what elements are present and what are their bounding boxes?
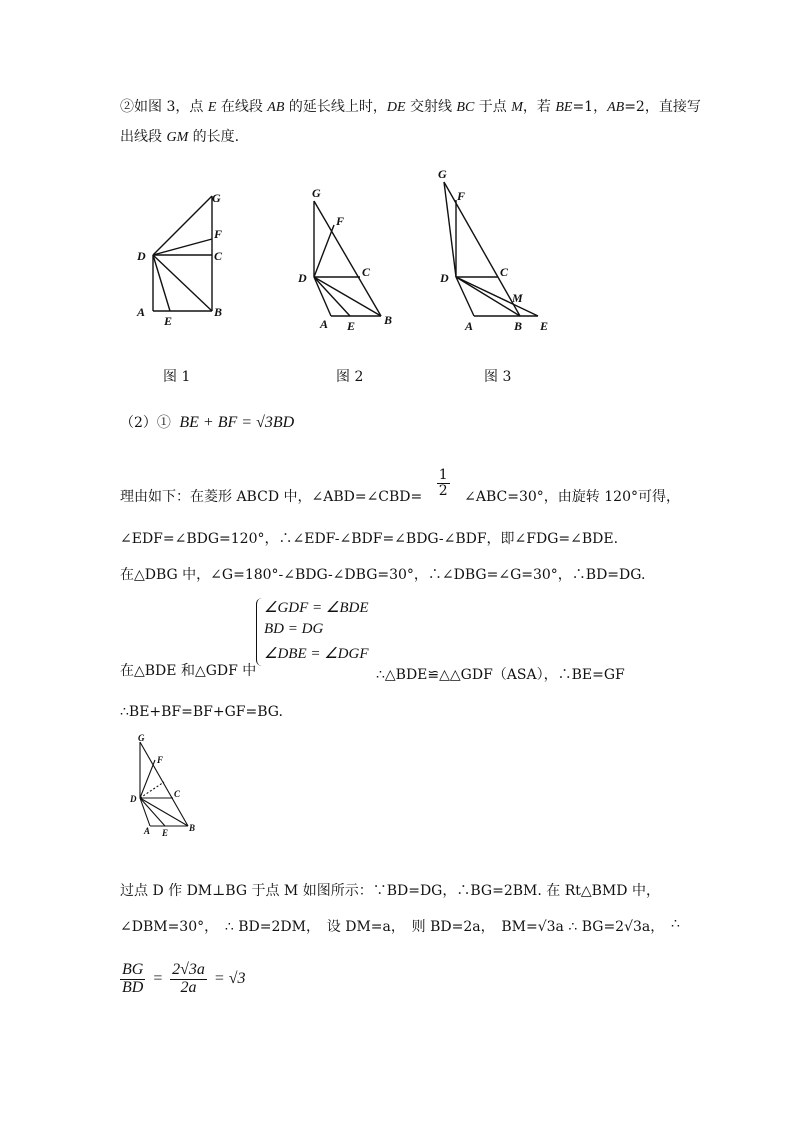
svg-text:G: G xyxy=(138,733,145,743)
caption-figure-1: 图 1 xyxy=(163,369,191,385)
fig2-label-B: B xyxy=(384,313,393,327)
fig2-label-D: D xyxy=(298,271,307,285)
condition-row-1: ∠GDF = ∠BDE xyxy=(264,600,369,616)
congruent-prefix: 在△BDE 和△GDF 中 xyxy=(120,663,257,679)
fraction-bg-bd: $\frac{BG}{BD}$ xyxy=(122,961,144,996)
answer-part-label: （2）① xyxy=(120,415,171,431)
fraction-2root3a-2a: $\frac{2√3a}{2a}$ xyxy=(172,961,205,996)
small-figure xyxy=(120,730,220,840)
svg-text:A: A xyxy=(144,826,151,836)
fig2-label-F: F xyxy=(336,214,345,228)
proof-line-1: 过点 D 作 DM⊥BG 于点 M 如图所示：∵BD=DG，∴BG=2BM. 在 Rt△BMD 中， xyxy=(120,883,660,899)
svg-text:C: C xyxy=(174,789,181,799)
condition-row-3: ∠DBE = ∠DGF xyxy=(264,646,369,662)
sum-line: ∴BE+BF=BF+GF=BG. xyxy=(120,704,283,720)
fig3-label-G: G xyxy=(438,167,447,181)
fig3-label-A: A xyxy=(465,319,474,333)
fig3-edge-DE xyxy=(456,277,538,316)
fig2-label-E: E xyxy=(347,319,356,333)
fig3-label-E: E xyxy=(540,319,549,333)
answer-part-line xyxy=(120,412,294,432)
fig3-label-C: C xyxy=(500,265,509,279)
one-half-fraction: $\frac{1}{2}$ xyxy=(438,467,448,499)
congruent-suffix: ∴△BDE≌△△GDF（ASA），∴BE=GF xyxy=(376,667,625,683)
left-brace xyxy=(256,598,263,666)
fig2-edge-DA xyxy=(314,277,331,316)
fig1-label-C: C xyxy=(214,249,223,263)
fig1-label-B: B xyxy=(214,305,223,319)
fig2-label-G: G xyxy=(312,186,321,200)
problem-line-1: ②如图 3，点 E 在线段 AB 的延长线上时，DE 交射线 BC 于点 M，若 BE=1，AB=2，直接写 xyxy=(120,99,701,115)
proof-line-2: ∠DBM=30°， ∴ BD=2DM， 设 DM=a， 则 BD=2a， BM=√3a ∴ BG=2√3a， ∴ xyxy=(120,916,680,935)
fig3-label-D: D xyxy=(440,271,449,285)
fig2-edge-DE xyxy=(314,277,350,316)
fig1-label-D: D xyxy=(137,249,146,263)
fig1-label-F: F xyxy=(214,227,223,241)
figure-2 xyxy=(314,201,381,316)
figures-svg xyxy=(0,160,800,350)
final-result: = √3 xyxy=(213,970,246,988)
figure-1 xyxy=(153,196,212,311)
fig2-label-A: A xyxy=(320,317,329,331)
circled-number: ② xyxy=(120,99,134,115)
svg-text:E: E xyxy=(162,828,169,838)
fig3-label-F: F xyxy=(457,189,466,203)
svg-text:D: D xyxy=(130,794,137,804)
fig3-label-B: B xyxy=(514,319,523,333)
reason-line: 理由如下：在菱形 ABCD 中，∠ABD=∠CBD= $\frac{1}{2}$ ∠ABC=30°，由旋转 120°可得， xyxy=(120,467,680,505)
triangle-dbg-line: 在△DBG 中，∠G=180°-∠BDG-∠DBG=30°，∴∠DBG=∠G=30°，∴BD=DG. xyxy=(120,567,646,583)
final-equation: $\frac{BG}{BD}$ = $\frac{2√3a}{2a}$ = √3 xyxy=(122,961,246,996)
svg-text:F: F xyxy=(157,755,164,765)
answer-formula: BE + BF = √3BD xyxy=(179,414,295,431)
caption-figure-3: 图 3 xyxy=(484,369,512,385)
fig1-label-G: G xyxy=(212,191,221,205)
fig1-label-A: A xyxy=(137,305,146,319)
fig3-edge-GD xyxy=(444,182,456,277)
caption-figure-2: 图 2 xyxy=(336,369,364,385)
svg-text:B: B xyxy=(189,823,196,833)
fig2-label-C: C xyxy=(362,265,371,279)
fig3-label-M: M xyxy=(512,291,523,305)
angle-line: ∠EDF=∠BDG=120°，∴∠EDF-∠BDF=∠BDG-∠BDF，即∠FDG=∠BDE. xyxy=(120,531,619,547)
problem-line-2: 出线段 GM 的长度. xyxy=(120,129,240,145)
fig1-label-E: E xyxy=(164,314,173,328)
fig1-edge-DG xyxy=(153,196,212,255)
condition-row-2: BD = DG xyxy=(264,621,324,637)
fig2-edge-DF xyxy=(314,225,334,277)
fig2-edge-DB xyxy=(314,277,381,316)
